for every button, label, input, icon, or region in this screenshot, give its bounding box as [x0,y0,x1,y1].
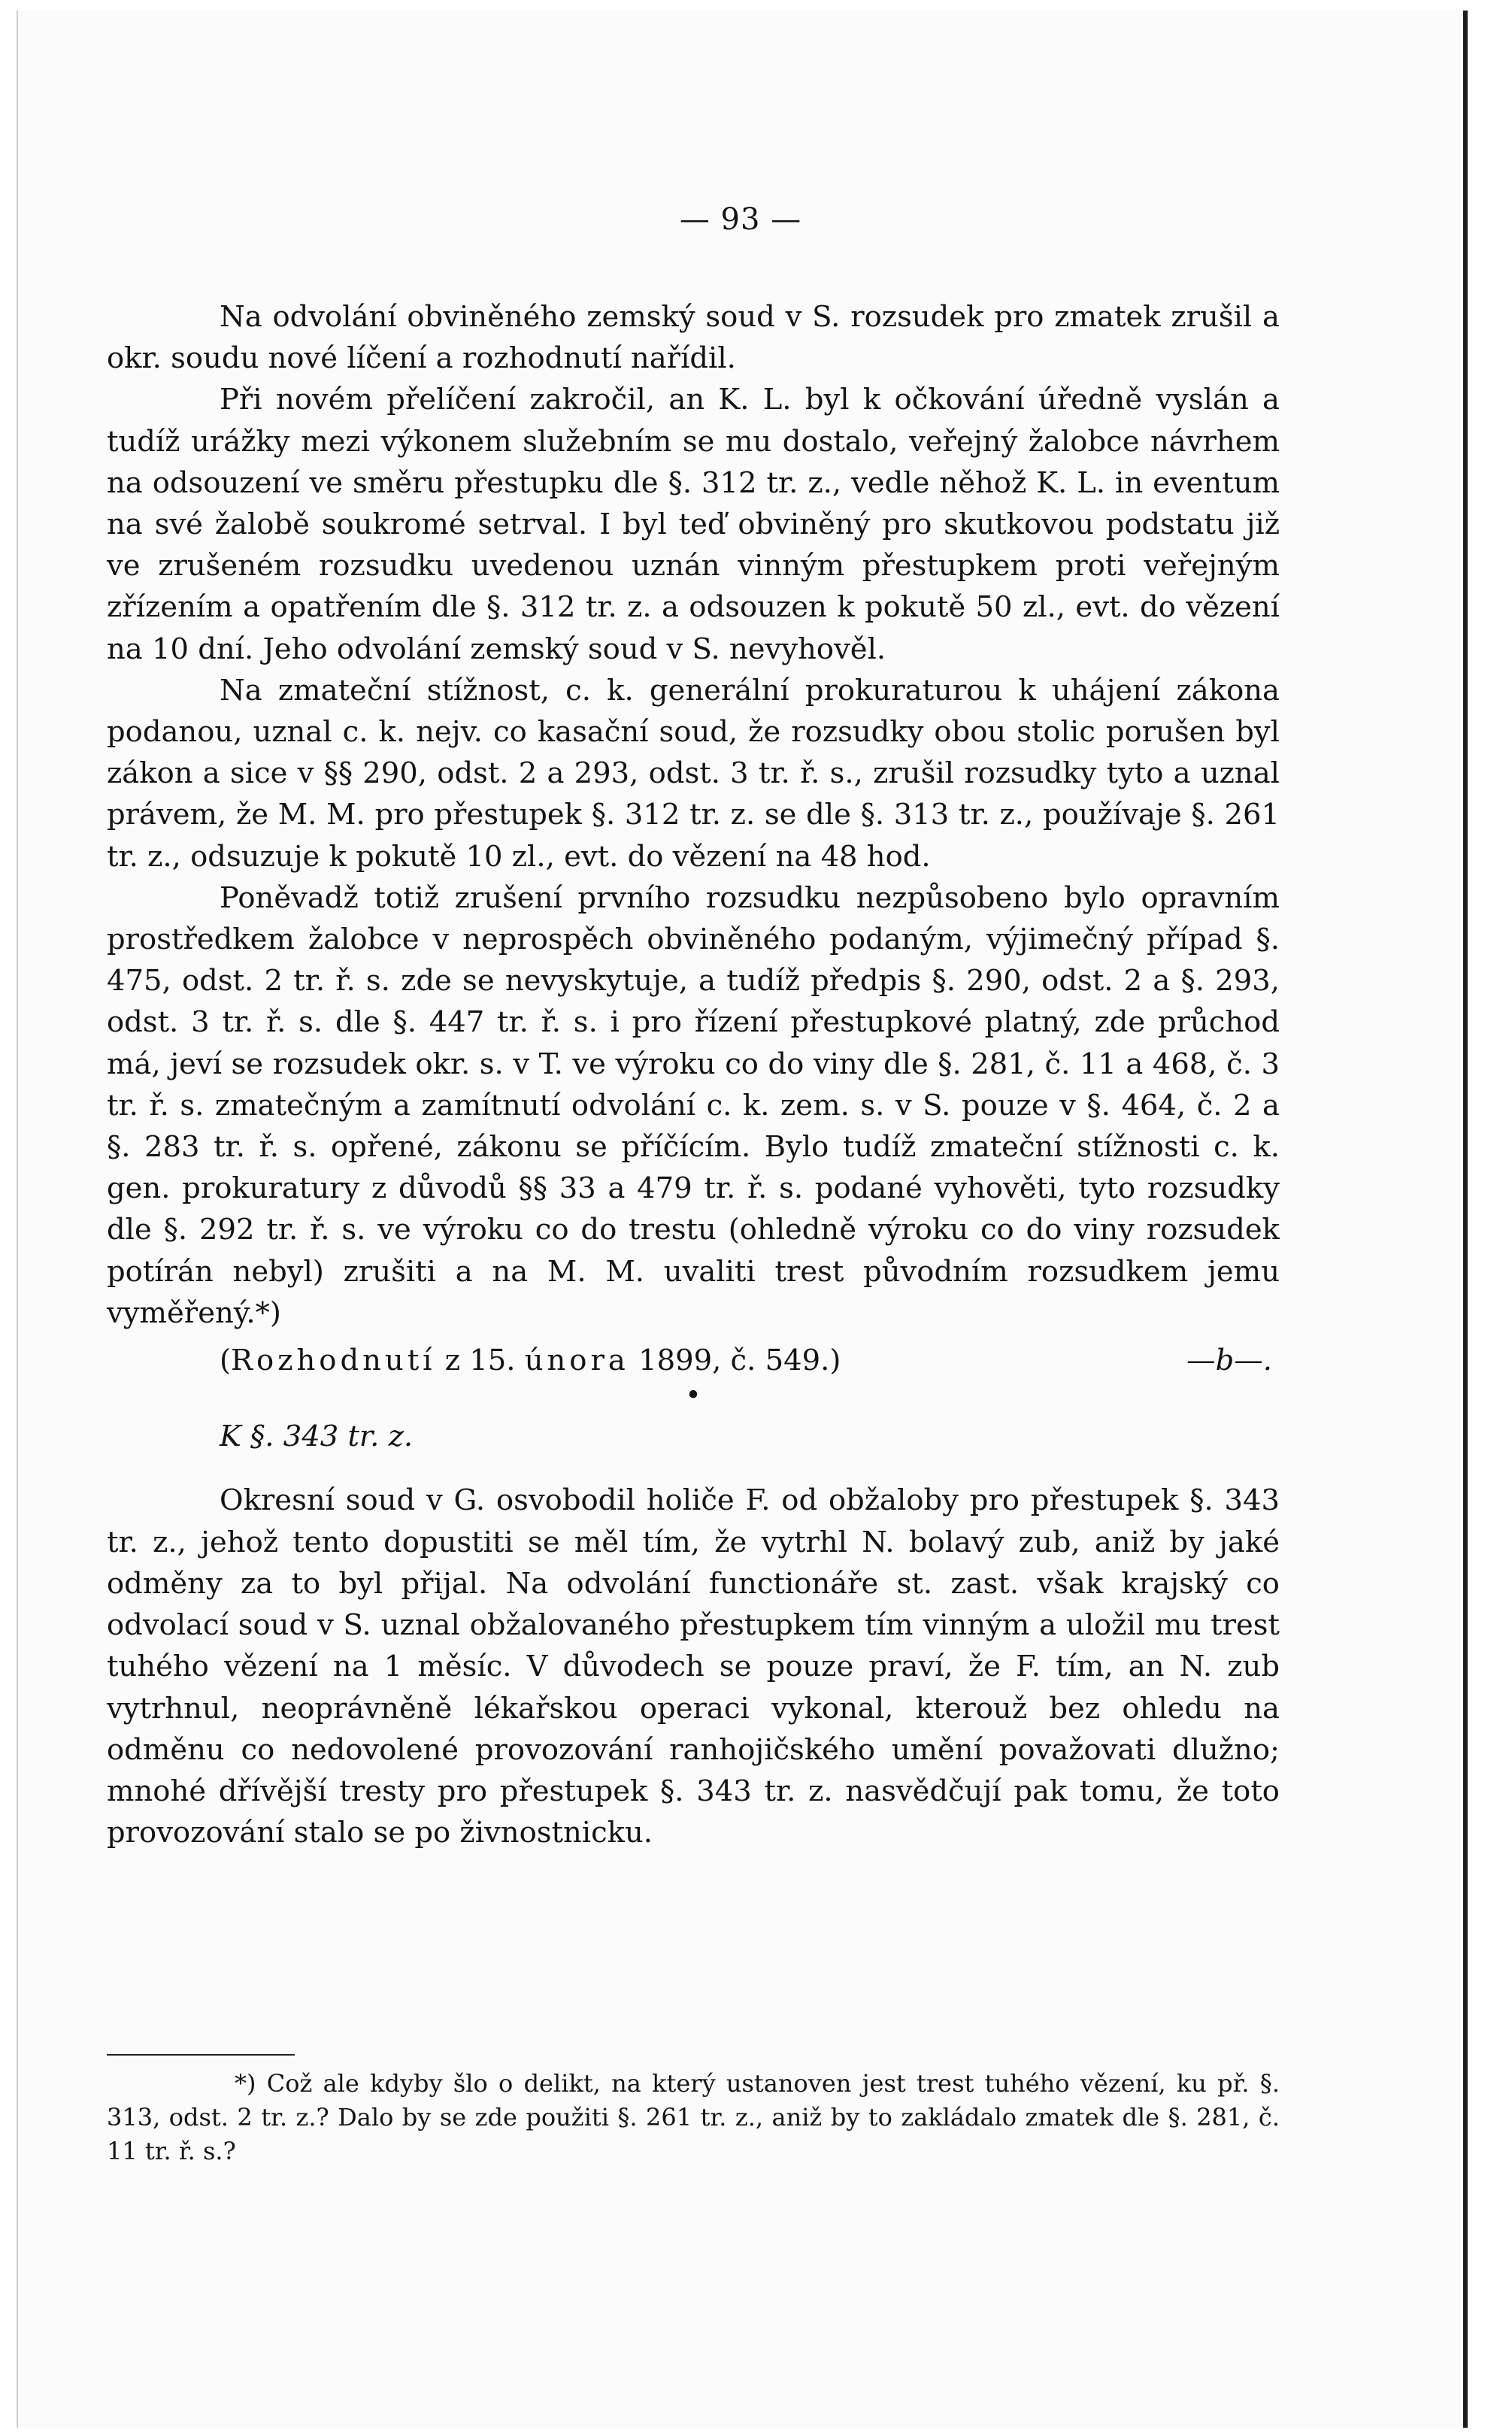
footnote-divider [107,2054,295,2056]
page-number: — 93 — [679,202,802,237]
body-text [107,296,1280,1853]
footnote: *) Což ale kdyby šlo o delikt, na který ustanoven jest trest tuhého vězení, ku př. §. 313, odst. 2 tr. z.? Dalo by se zde použiti §. 261 tr. z., aniž by to zakládalo zmatek dle §. 281, č. 11 tr. ř. s.? [107,2069,1280,2165]
paragraph-3: Na zmateční stížnost, c. k. generální prokuraturou k uhájení zákona podanou, uznal c. k. nejv. co kasační soud, že rozsudky obou stolic porušen byl zákon a sice v §§ 290, odst. 2 a 293, odst. 3 tr. ř. s., zrušil rozsudky tyto a uznal právem, že M. M. pro přestupek §. 312 tr. z. se dle §. 313 tr. z., používaje §. 261 tr. z., odsuzuje k pokutě 10 zl., evt. do vězení na 48 hod. [107,673,1280,874]
document-page [17,11,1468,2428]
paragraph-4: Poněvadž totiž zrušení prvního rozsudku nezpůsobeno bylo opravním prostředkem žalobce v neprospěch obviněného podaným, výjimečný případ §. 475, odst. 2 tr. ř. s. zde se nevyskytuje, a tudíž předpis §. 290, odst. 2 a §. 293, odst. 3 tr. ř. s. dle §. 447 tr. ř. s. i pro řízení přestupkové platný, zde průchod má, jeví se rozsudek okr. s. v T. ve výroku co do viny dle §. 281, č. 11 a 468, č. 3 tr. ř. s. zmatečným a zamítnutí odvolání c. k. zem. s. v S. pouze v §. 464, č. 2 a §. 283 tr. ř. s. opřené, zákonu se příčícím. Bylo tudíž zmateční stížnosti c. k. gen. prokuratury z důvodů §§ 33 a 479 tr. ř. s. podané vyhověti, tyto rozsudky dle §. 292 tr. ř. s. ve výroku co do trestu (ohledně výroku co do viny rozsudek potírán nebyl) zrušiti a na M. M. uvaliti trest původním rozsudkem jemu vyměřený.*) [107,880,1280,1330]
paragraph-5: Okresní soud v G. osvobodil holiče F. od obžaloby pro přestupek §. 343 tr. z., jehož tento dopustiti se měl tím, že vytrhl N. bolavý zub, aniž by jaké odměny za to byl přijal. Na odvolání functionáře st. zast. však krajský co odvolací soud v S. uznal obžalovaného přestupkem tím vinným a uložil mu trest tuhého vězení na 1 měsíc. V důvodech se pouze praví, že F. tím, an N. zub vytrhnul, neoprávněně lékařskou operaci vykonal, kterouž bez ohledu na odměnu co nedovolené provozování ranhojičského umění považovati dlužno; mnohé dřívější tresty pro přestupek §. 343 tr. z. nasvědčují pak tomu, že toto provozování stalo se po živnostnicku. [107,1483,1280,1850]
decision-line [107,1340,1280,1381]
paragraph-2: Při novém přelíčení zakročil, an K. L. byl k očkování úředně vyslán a tudíž urážky mezi výkonem služebním se mu dostalo, veřejný žalobce návrhem na odsouzení ve směru přestupku dle §. 312 tr. z., vedle něhož K. L. in eventum na své žalobě soukromé setrval. I byl teď obviněný pro skutkovou podstatu již ve zrušeném rozsudku uvedenou uznán vinným přestupkem proti veřejným zřízením a opatřením dle §. 312 tr. z. a odsouzen k pokutě 50 zl., evt. do vězení na 10 dní. Jeho odvolání zemský soud v S. nevyhověl. [107,383,1280,666]
section-separator: • [685,1380,701,1412]
decision-citation: (Rozhodnutí z 15. února 1899, č. 549.) [220,1344,841,1378]
paragraph-1: Na odvolání obviněného zemský soud v S. rozsudek pro zmatek zrušil a okr. soudu nové líčení a rozhodnutí nařídil. [107,300,1280,376]
author-signature: —b—. [1186,1344,1272,1378]
section-heading: K §. 343 tr. z. [220,1420,414,1454]
